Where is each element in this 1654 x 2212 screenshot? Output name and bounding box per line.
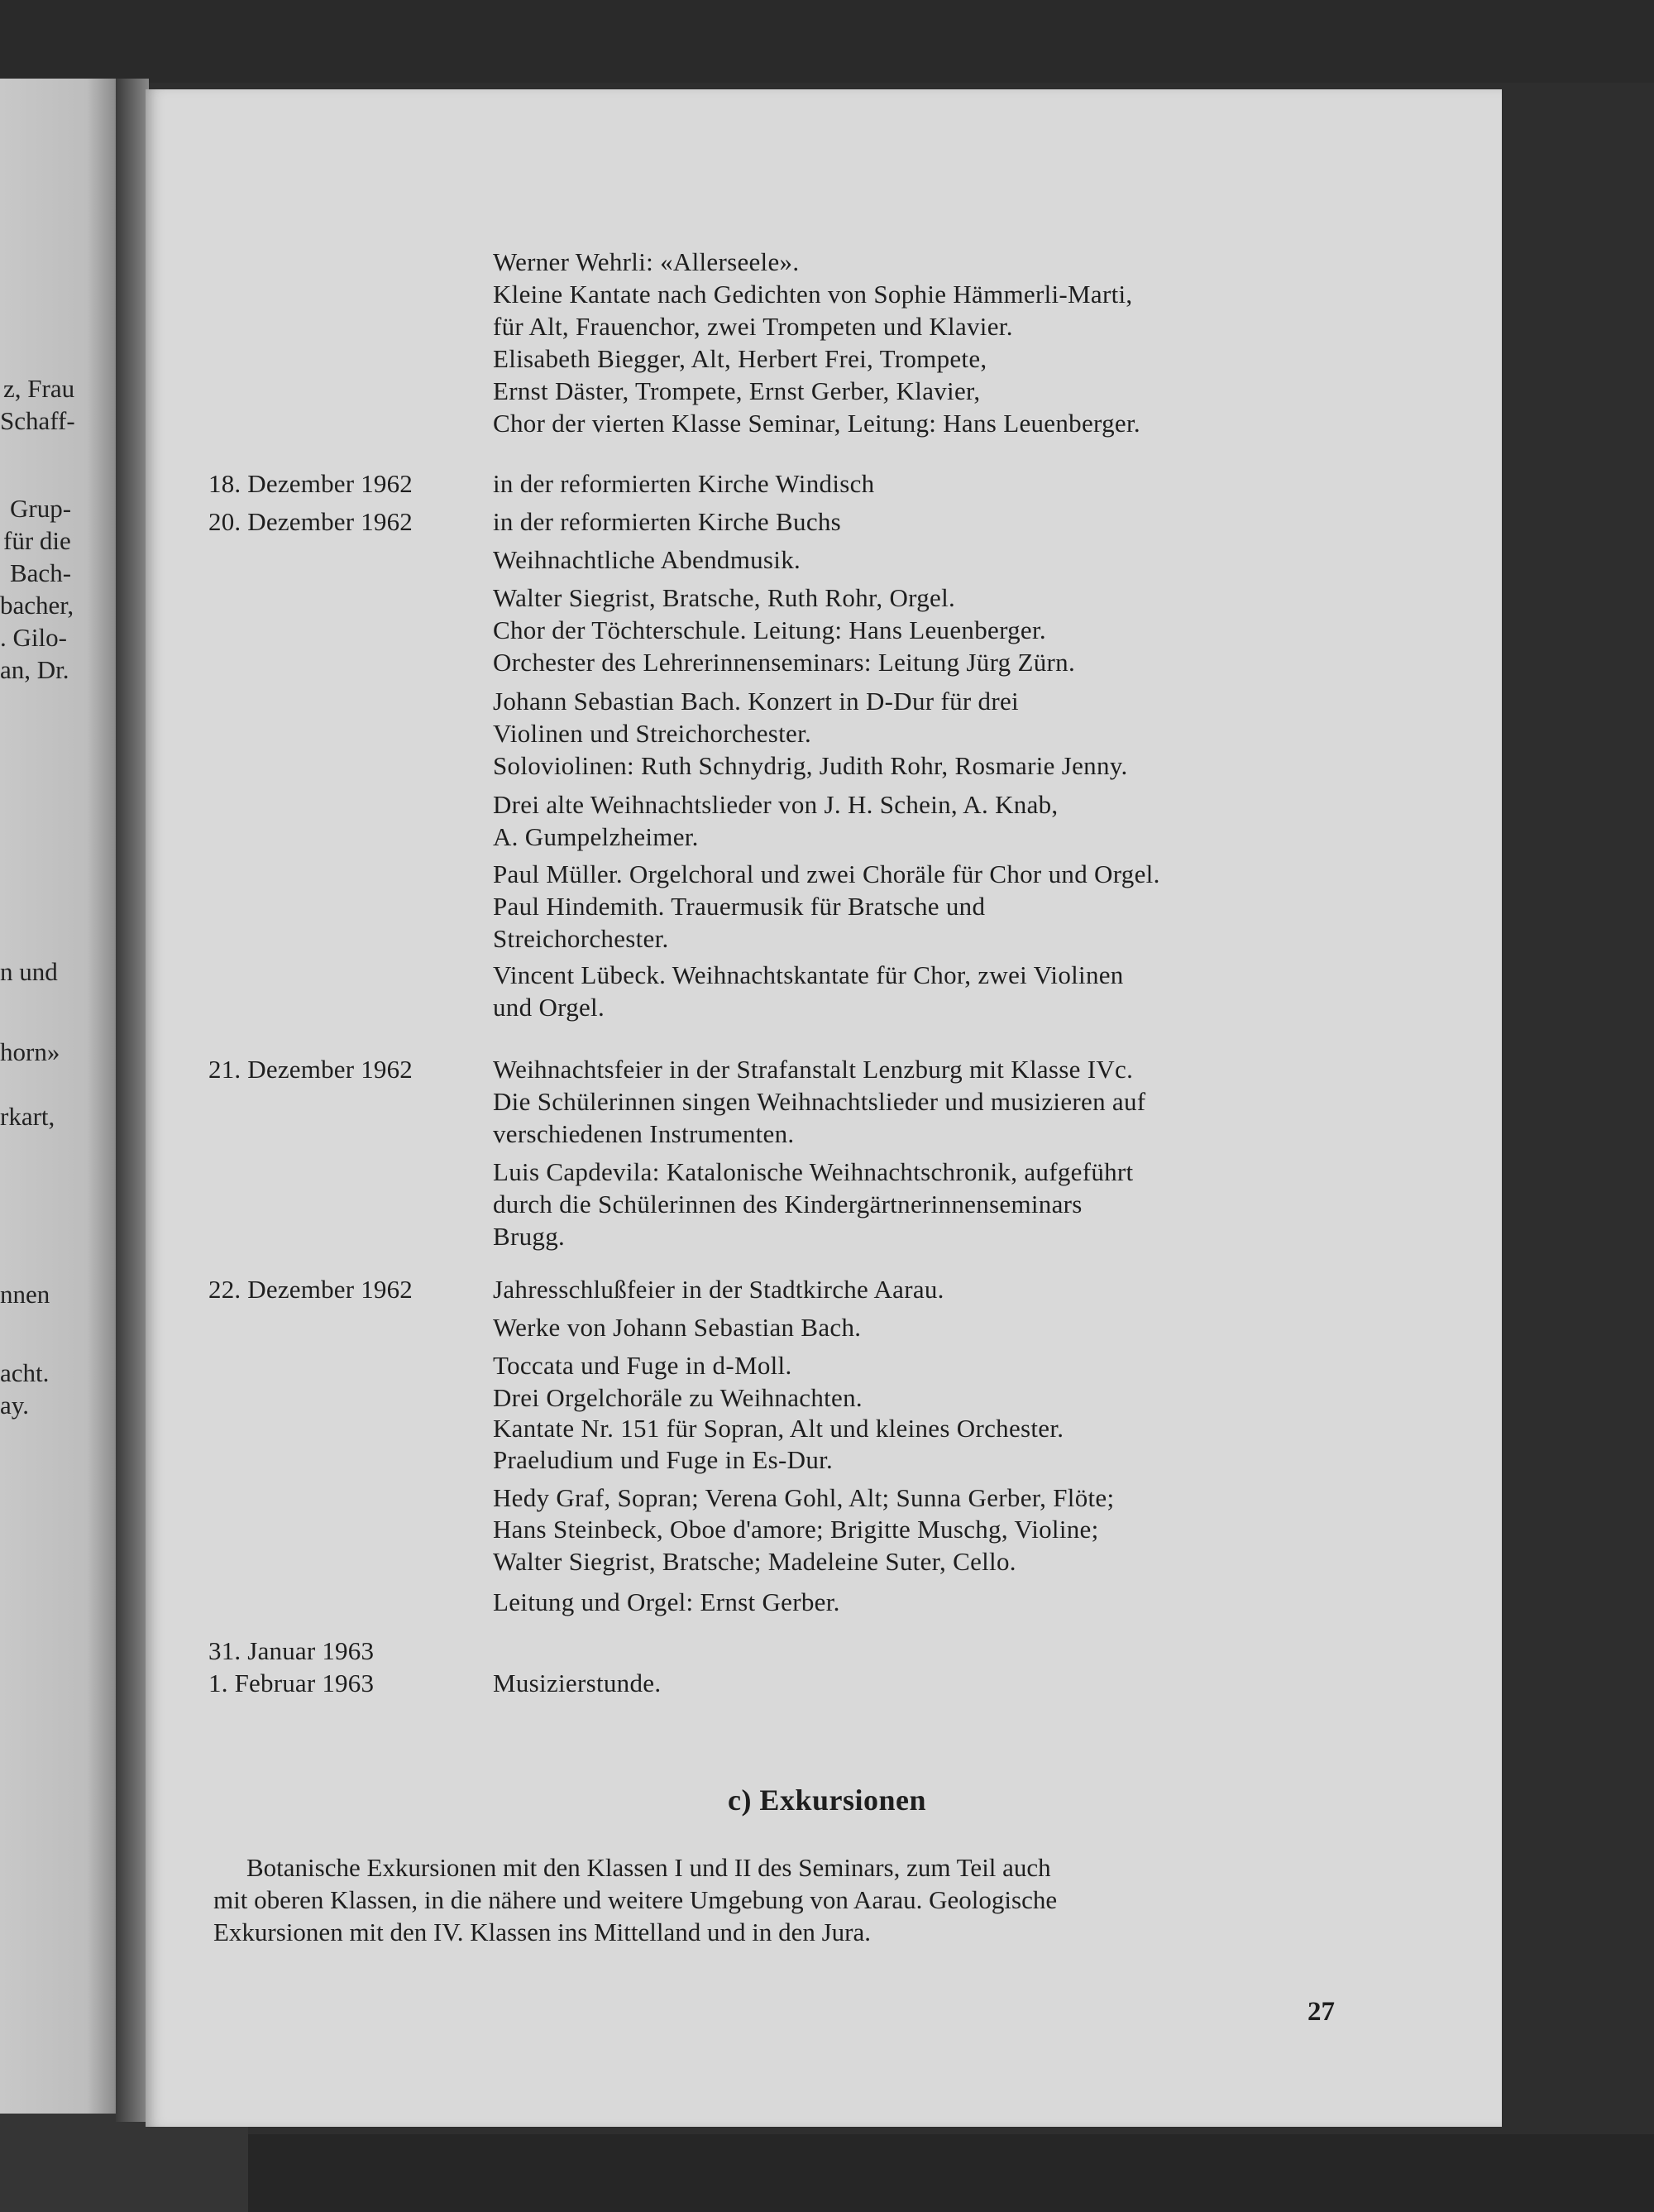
event-line: Violinen und Streichorchester. (493, 719, 812, 748)
event-line: Weihnachtsfeier in der Strafanstalt Lenzburg mit Klasse IVc. (493, 1055, 1134, 1084)
scan-background-top (0, 0, 1654, 83)
left-fragment: acht. (0, 1358, 50, 1387)
event-line: verschiedenen Instrumenten. (493, 1119, 795, 1148)
section-paragraph-line: Botanische Exkursionen mit den Klassen I und II des Seminars, zum Teil auch (246, 1853, 1051, 1882)
left-fragment: nnen (0, 1280, 50, 1309)
left-fragment: Grup- (10, 494, 72, 523)
left-fragment: horn» (0, 1037, 60, 1066)
event-line: in der reformierten Kirche Windisch (493, 469, 875, 498)
program-intro-line: Werner Wehrli: «Allerseele». (493, 247, 800, 276)
event-line: Jahresschlußfeier in der Stadtkirche Aarau. (493, 1275, 944, 1304)
left-fragment: rkart, (0, 1102, 55, 1131)
left-fragment: . Gilo- (0, 623, 67, 652)
program-intro-line: Ernst Däster, Trompete, Ernst Gerber, Klavier, (493, 376, 981, 405)
event-line: Soloviolinen: Ruth Schnydrig, Judith Rohr, Rosmarie Jenny. (493, 751, 1128, 780)
event-line: Paul Hindemith. Trauermusik für Bratsche und (493, 892, 986, 921)
program-intro-line: Elisabeth Biegger, Alt, Herbert Frei, Trompete, (493, 344, 987, 373)
event-line: Paul Müller. Orgelchoral und zwei Choräle für Chor und Orgel. (493, 859, 1160, 888)
left-fragment: z, Frau (3, 374, 75, 403)
event-date: 22. Dezember 1962 (208, 1275, 414, 1304)
left-fragment: n und (0, 957, 58, 986)
left-fragment: ay. (0, 1391, 29, 1420)
section-paragraph-line: Exkursionen mit den IV. Klassen ins Mittelland und in den Jura. (213, 1918, 871, 1946)
event-line: durch die Schülerinnen des Kindergärtnerinnenseminars (493, 1190, 1083, 1219)
event-line: in der reformierten Kirche Buchs (493, 507, 842, 536)
event-line: Orchester des Lehrerinnenseminars: Leitung Jürg Zürn. (493, 648, 1075, 677)
scan-background-bottom (248, 2134, 1654, 2212)
section-paragraph-line: mit oberen Klassen, in die nähere und weitere Umgebung von Aarau. Geologische (213, 1885, 1058, 1914)
left-fragment: an, Dr. (0, 655, 69, 684)
event-line: Brugg. (493, 1222, 566, 1251)
event-line: und Orgel. (493, 993, 605, 1022)
event-line: Johann Sebastian Bach. Konzert in D-Dur für drei (493, 687, 1019, 716)
program-intro-line: Chor der vierten Klasse Seminar, Leitung: Hans Leuenberger. (493, 409, 1140, 438)
event-line: Luis Capdevila: Katalonische Weihnachtschronik, aufgeführt (493, 1157, 1134, 1186)
event-line: Die Schülerinnen singen Weihnachtslieder und musizieren auf (493, 1087, 1146, 1116)
event-line: Hedy Graf, Sopran; Verena Gohl, Alt; Sunna Gerber, Flöte; (493, 1483, 1115, 1512)
event-line: Streichorchester. (493, 924, 669, 953)
left-fragment: für die (3, 526, 71, 555)
event-date: 21. Dezember 1962 (208, 1055, 414, 1084)
event-date: 18. Dezember 1962 (208, 469, 414, 498)
section-heading: c) Exkursionen (727, 1783, 927, 1817)
event-date: 1. Februar 1963 (208, 1669, 375, 1697)
event-date: 31. Januar 1963 (208, 1636, 375, 1665)
event-line: Kantate Nr. 151 für Sopran, Alt und kleines Orchester. (493, 1414, 1064, 1443)
event-line: Weihnachtliche Abendmusik. (493, 545, 801, 574)
event-line: Toccata und Fuge in d-Moll. (493, 1351, 792, 1380)
program-intro-line: Kleine Kantate nach Gedichten von Sophie Hämmerli-Marti, (493, 280, 1133, 309)
event-line: Walter Siegrist, Bratsche, Ruth Rohr, Orgel. (493, 583, 956, 612)
event-line: A. Gumpelzheimer. (493, 822, 699, 851)
event-line: Vincent Lübeck. Weihnachtskantate für Chor, zwei Violinen (493, 960, 1124, 989)
event-date: 20. Dezember 1962 (208, 507, 414, 536)
event-line: Chor der Töchterschule. Leitung: Hans Leuenberger. (493, 615, 1046, 644)
program-intro-line: für Alt, Frauenchor, zwei Trompeten und Klavier. (493, 312, 1013, 341)
event-line: Walter Siegrist, Bratsche; Madeleine Suter, Cello. (493, 1547, 1016, 1576)
event-line: Praeludium und Fuge in Es-Dur. (493, 1445, 834, 1474)
event-line: Leitung und Orgel: Ernst Gerber. (493, 1587, 840, 1616)
left-fragment: Schaff- (0, 406, 75, 435)
event-line: Hans Steinbeck, Oboe d'amore; Brigitte Muschg, Violine; (493, 1515, 1099, 1544)
event-line: Werke von Johann Sebastian Bach. (493, 1313, 862, 1342)
left-fragment: bacher, (0, 591, 74, 620)
page-number: 27 (1307, 1997, 1335, 2027)
event-line: Musizierstunde. (493, 1669, 662, 1697)
event-line: Drei alte Weihnachtslieder von J. H. Schein, A. Knab, (493, 790, 1059, 819)
left-fragment: Bach- (10, 558, 72, 587)
event-line: Drei Orgelchoräle zu Weihnachten. (493, 1383, 863, 1412)
